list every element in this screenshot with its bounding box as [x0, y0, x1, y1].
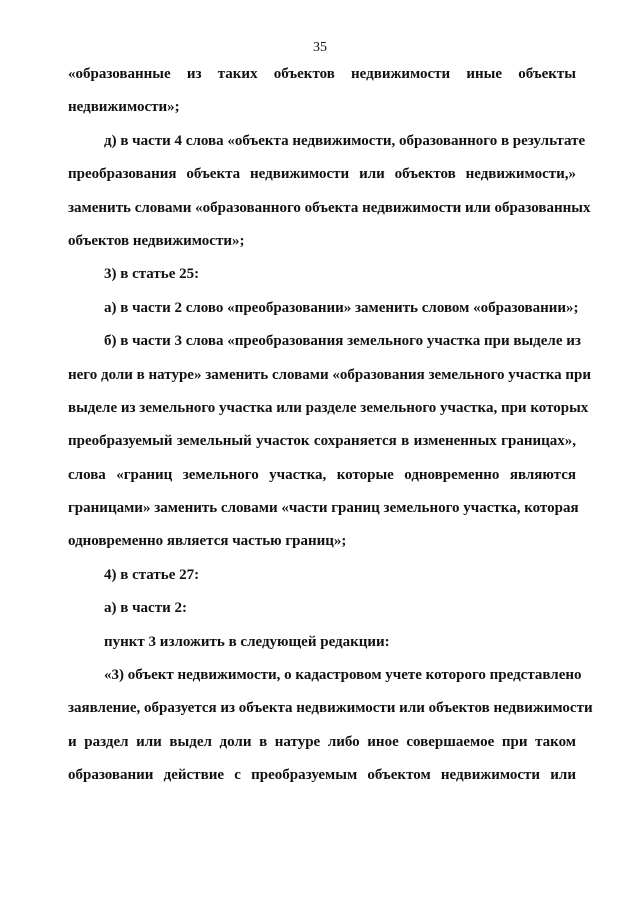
text-line: заявление, образуется из объекта недвижимости или объектов недвижимости [68, 700, 593, 717]
text-line: объектов недвижимости»; [68, 232, 245, 249]
text-line: границами» заменить словами «части границ земельного участка, которая [68, 500, 579, 517]
text-line: д) в части 4 слова «объекта недвижимости, образованного в результате [104, 132, 586, 149]
text-line: и раздел или выдел доли в натуре либо иное совершаемое при таком [68, 733, 576, 750]
body-text [68, 61, 593, 796]
text-line: недвижимости»; [68, 99, 180, 116]
text-line: образовании действие с преобразуемым объектом недвижимости или [68, 767, 576, 784]
text-line: выделе из земельного участка или разделе земельного участка, при которых [68, 399, 589, 416]
text-line: б) в части 3 слова «преобразования земельного участка при выделе из [104, 333, 581, 350]
text-line: слова «границ земельного участка, которые одновременно являются [68, 466, 576, 483]
text-line: а) в части 2 слово «преобразовании» заменить словом «образовании»; [104, 299, 579, 316]
text-line: заменить словами «образованного объекта недвижимости или образованных [68, 199, 591, 216]
text-line: 3) в статье 25: [104, 266, 200, 283]
text-line: одновременно является частью границ»; [68, 533, 347, 550]
page-number: 35 [313, 40, 327, 55]
text-line: а) в части 2: [104, 600, 187, 617]
text-line: «образованные из таких объектов недвижимости иные объекты [68, 66, 576, 82]
text-line: преобразования объекта недвижимости или объектов недвижимости,» [68, 166, 576, 183]
text-line: пункт 3 изложить в следующей редакции: [104, 633, 390, 650]
text-line: 4) в статье 27: [104, 566, 200, 583]
text-line: преобразуемый земельный участок сохраняется в измененных границах», [68, 433, 576, 450]
text-line: «3) объект недвижимости, о кадастровом учете которого представлено [104, 667, 582, 684]
text-line: него доли в натуре» заменить словами «образования земельного участка при [68, 366, 592, 383]
